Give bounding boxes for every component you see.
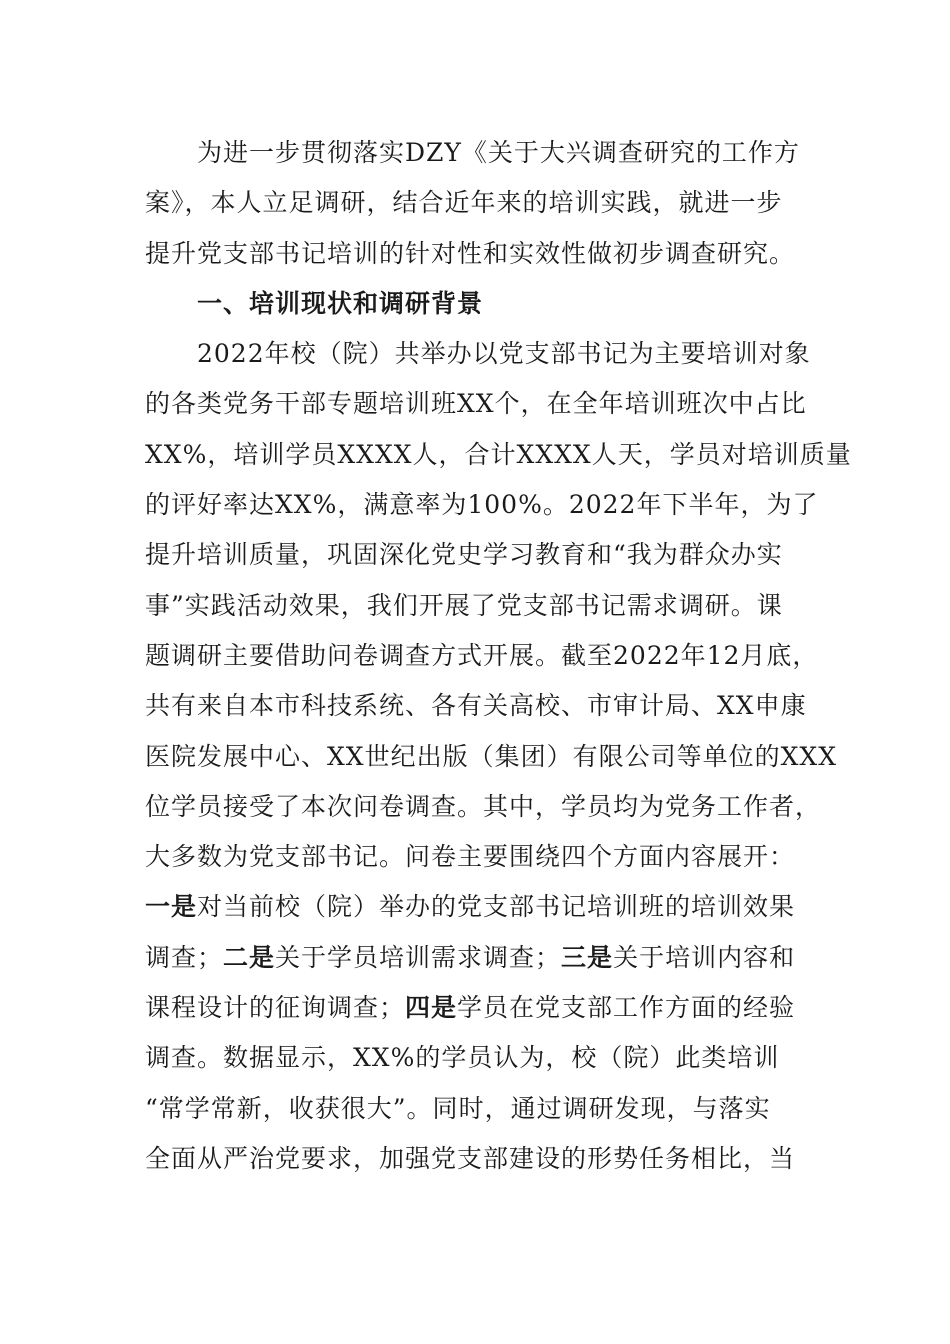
survey-points-2-3-line [145, 933, 810, 983]
document-body [145, 128, 852, 1184]
point-1-label: 一是 [145, 892, 198, 922]
body-line-8: 共有来自本市科技系统、各有关高校、市审计局、XX申康 [145, 691, 807, 721]
body-line-2: 的各类党务干部专题培训班XX个，在全年培训班次中占比 [145, 389, 807, 419]
point-4-text: 学员在党支部工作方面的经验 [457, 993, 796, 1023]
body-line-5: 提升培训质量，巩固深化党史学习教育和“我为群众办实 [145, 540, 783, 570]
body-line-4: 的评好率达XX%，满意率为100%。2022年下半年，为了 [145, 490, 819, 520]
point-2-text: 关于学员培训需求调查； [275, 942, 562, 972]
tail-line-1: 调查。数据显示，XX%的学员认为，校（院）此类培训 [145, 1043, 780, 1073]
body-line-1: 2022年校（院）共举办以党支部书记为主要培训对象 [197, 339, 811, 369]
body-line-10: 位学员接受了本次问卷调查。其中，学员均为党务工作者， [145, 791, 822, 821]
body-line-11: 大多数为党支部书记。问卷主要围绕四个方面内容展开： [145, 842, 796, 872]
point-3-label: 三是 [561, 942, 614, 972]
point-3-end-text: 课程设计的征询调查； [145, 993, 406, 1023]
point-4-label: 四是 [405, 993, 458, 1023]
body-line-3: XX%，培训学员XXXX人，合计XXXX人天，学员对培训质量 [145, 439, 852, 469]
point-1-text: 对当前校（院）举办的党支部书记培训班的培训效果 [197, 892, 796, 922]
point-1-end-text: 调查； [145, 942, 224, 972]
tail-line-3: 全面从严治党要求，加强党支部建设的形势任务相比，当 [145, 1143, 796, 1173]
body-line-7: 题调研主要借助问卷调查方式开展。截至2022年12月底， [145, 640, 819, 670]
intro-line-3: 提升党支部书记培训的针对性和实效性做初步调查研究。 [145, 238, 796, 268]
section-1-heading: 一、培训现状和调研背景 [197, 288, 484, 318]
intro-line-2: 案》，本人立足调研，结合近年来的培训实践，就进一步 [145, 188, 783, 218]
body-line-6: 事”实践活动效果，我们开展了党支部书记需求调研。课 [145, 590, 783, 620]
point-2-label: 二是 [223, 942, 276, 972]
point-3-text: 关于培训内容和 [613, 942, 796, 972]
survey-point-1-line [145, 882, 810, 932]
survey-point-4-line [145, 983, 810, 1033]
body-line-9: 医院发展中心、XX世纪出版（集团）有限公司等单位的XXX [145, 741, 837, 771]
tail-line-2: “常学常新，收获很大”。同时，通过调研发现，与落实 [145, 1093, 771, 1123]
intro-line-1: 为进一步贯彻落实DZY《关于大兴调查研究的工作方 [197, 138, 800, 167]
